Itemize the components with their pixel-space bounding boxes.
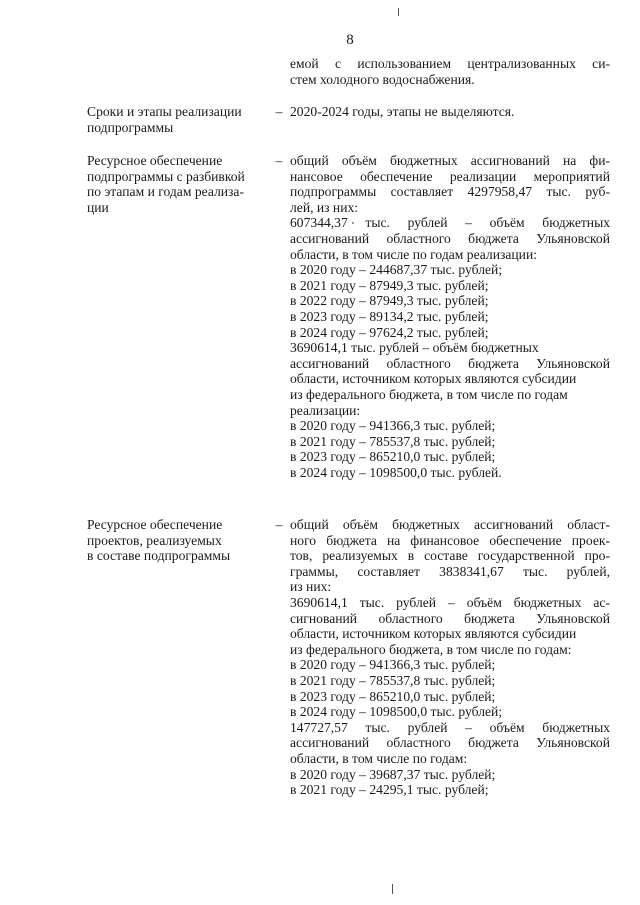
scan-mark-bottom [392, 884, 393, 894]
text-line: 607344,37 тыс. рублей – объём бюджетных [290, 215, 610, 231]
label-line: Сроки и этапы реализации [87, 104, 242, 119]
label-line: по этапам и годам реализа- [87, 184, 244, 200]
text-line: тов, реализуемых в составе государственной про- [290, 548, 610, 564]
row-label-projects-resources [87, 517, 267, 564]
text-line: в 2020 году – 39687,37 тыс. рублей; [290, 766, 496, 782]
text-line: в 2021 году – 785537,8 тыс. рублей; [290, 672, 496, 688]
text-line: ассигнований областного бюджета Ульяновской [290, 230, 610, 246]
text-line: общий объём бюджетных ассигнований област- [290, 517, 610, 532]
page-number: 8 [346, 32, 354, 48]
text-line: в 2024 году – 1098500,0 тыс. рублей; [290, 704, 503, 720]
text-line: в 2020 году – 941366,3 тыс. рублей; [290, 657, 496, 673]
continuation-text [290, 56, 610, 87]
text-line: области, источником которых являются субсидии [290, 626, 577, 642]
label-line: проектов, реализуемых [87, 532, 222, 548]
text-line: в 2023 году – 865210,0 тыс. рублей; [290, 449, 496, 465]
text-line: из них: [290, 579, 332, 595]
text-line: в 2023 году – 89134,2 тыс. рублей; [290, 308, 489, 324]
row-content-timing [290, 104, 610, 120]
text-line: в 2020 году – 941366,3 тыс. рублей; [290, 418, 496, 434]
text-line: емой с использованием централизованных си- [290, 56, 610, 71]
text-line: ассигнований областного бюджета Ульяновской [290, 355, 610, 371]
text-line: сигнований областного бюджета Ульяновской [290, 610, 610, 626]
text-line: подпрограммы составляет 4297958,47 тыс. руб- [290, 184, 610, 200]
text-line: стем холодного водоснабжения. [290, 71, 475, 87]
text-line: граммы, составляет 3838341,67 тыс. рублей, [290, 563, 610, 579]
text-line: в 2024 году – 97624,2 тыс. рублей; [290, 324, 489, 340]
row-content-projects-resources [290, 517, 610, 798]
scan-mark-top [398, 8, 399, 16]
text-line: из федерального бюджета, в том числе по годам: [290, 641, 572, 657]
text-line: в 2022 году – 87949,3 тыс. рублей; [290, 293, 489, 309]
label-line: Ресурсное обеспечение [87, 517, 223, 532]
text-line: области, в том числе по годам реализации: [290, 246, 537, 262]
text-line: реализации: [290, 402, 361, 418]
text-line: 3690614,1 тыс. рублей – объём бюджетных ас- [290, 594, 610, 610]
label-line: подпрограммы с разбивкой [87, 168, 245, 184]
row-content-subprogram-resources [290, 153, 610, 480]
row-dash: – [275, 153, 283, 168]
text-line: лей, из них: [290, 199, 359, 215]
label-line: в составе подпрограммы [87, 548, 231, 564]
row-label-subprogram-resources [87, 153, 267, 215]
text-line: области, в том числе по годам: [290, 750, 468, 766]
text-line: в 2021 году – 24295,1 тыс. рублей; [290, 782, 489, 798]
text-line: в 2024 году – 1098500,0 тыс. рублей. [290, 464, 502, 480]
text-line: в 2023 году – 865210,0 тыс. рублей; [290, 688, 496, 704]
row-dash: – [275, 517, 283, 532]
row-label-timing [87, 104, 267, 135]
row-dash: – [275, 104, 283, 119]
text-line: в 2020 году – 244687,37 тыс. рублей; [290, 262, 503, 278]
label-line: Ресурсное обеспечение [87, 153, 223, 168]
text-line: из федерального бюджета, в том числе по годам [290, 386, 568, 402]
text-line: области, источником которых являются субсидии [290, 371, 577, 387]
text-line: ного бюджета на финансовое обеспечение проек- [290, 532, 610, 548]
text-line: ассигнований областного бюджета Ульяновской [290, 735, 610, 751]
text-line: нансовое обеспечение реализации мероприятий [290, 168, 610, 184]
text-line: в 2021 году – 87949,3 тыс. рублей; [290, 277, 489, 293]
label-line: ции [87, 199, 109, 215]
text-line: 2020-2024 годы, этапы не выделяются. [290, 104, 515, 119]
text-line: 3690614,1 тыс. рублей – объём бюджетных [290, 340, 539, 356]
text-line: 147727,57 тыс. рублей – объём бюджетных [290, 719, 610, 735]
text-line: общий объём бюджетных ассигнований на фи- [290, 153, 610, 168]
text-line: в 2021 году – 785537,8 тыс. рублей; [290, 433, 496, 449]
label-line: подпрограммы [87, 119, 174, 135]
